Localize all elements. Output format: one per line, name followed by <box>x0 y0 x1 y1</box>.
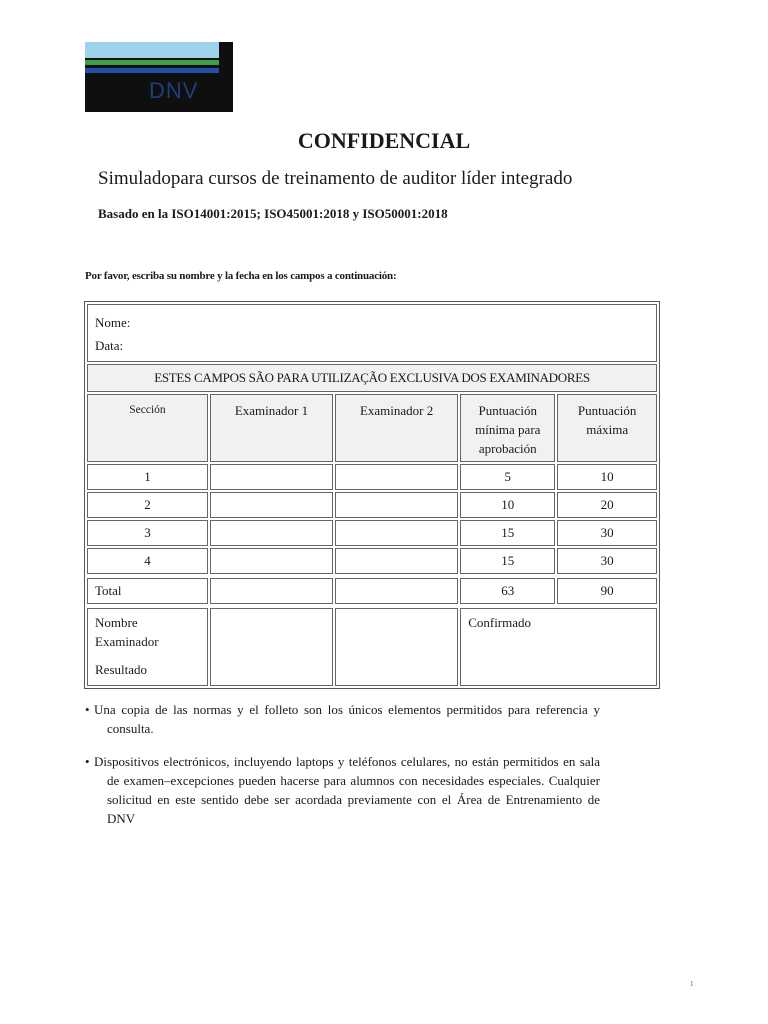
table-row <box>87 548 657 574</box>
examiner-1-score-field[interactable] <box>210 464 333 490</box>
examiner-2-score-field[interactable] <box>335 548 458 574</box>
identity-cell[interactable] <box>87 304 657 362</box>
examiner-result-labels <box>87 608 208 686</box>
page-number: 1 <box>690 980 694 988</box>
date-label: Data: <box>95 338 124 353</box>
logo-wordmark: DNV <box>149 78 199 103</box>
result-label: Resultado <box>95 662 147 677</box>
examiner-1-score-field[interactable] <box>210 548 333 574</box>
rule-item: • Una copia de las normas y el folleto son los únicos elementos permitidos para referencia y consulta. <box>85 702 600 736</box>
header-examiner-1: Examinador 1 <box>210 394 333 462</box>
confirmed-label: Confirmado <box>468 615 532 630</box>
exam-rules <box>85 700 600 842</box>
total-row <box>87 578 657 604</box>
document-title: CONFIDENCIAL <box>297 128 471 153</box>
logo-blue-stripe <box>85 68 219 73</box>
examiner-2-name-field[interactable] <box>335 608 458 686</box>
examiner-1-score-field[interactable] <box>210 520 333 546</box>
logo-green-stripe <box>85 60 219 65</box>
standards-basis: Basado en la ISO14001:2015; ISO45001:2018 y ISO50001:2018 <box>98 206 448 221</box>
examiner-result-row <box>87 608 657 686</box>
examiner-only-banner: ESTES CAMPOS SÃO PARA UTILIZAÇÃO EXCLUSIVA DOS EXAMINADORES <box>87 364 657 392</box>
section-number: 1 <box>87 464 208 490</box>
section-number: 2 <box>87 492 208 518</box>
examiner-name-label-2: Examinador <box>95 634 159 649</box>
form-instruction: Por favor, escriba su nombre y la fecha en los campos a continuación: <box>85 270 397 282</box>
name-label: Nome: <box>95 315 131 330</box>
header-section: Sección <box>87 394 208 462</box>
table-row <box>87 464 657 490</box>
total-label: Total <box>87 578 208 604</box>
document-subtitle: Simuladopara cursos de treinamento de auditor líder integrado <box>98 168 573 189</box>
confirmed-field[interactable] <box>460 608 657 686</box>
table-row <box>87 520 657 546</box>
min-score-value: 15 <box>460 548 555 574</box>
examiner-2-total-field[interactable] <box>335 578 458 604</box>
header-min-score: Puntuación mínima para aprobación <box>460 394 555 462</box>
examiner-1-total-field[interactable] <box>210 578 333 604</box>
identity-row <box>87 304 657 362</box>
header-examiner-2: Examinador 2 <box>335 394 458 462</box>
examiner-1-score-field[interactable] <box>210 492 333 518</box>
examiner-1-name-field[interactable] <box>210 608 333 686</box>
max-score-value: 10 <box>557 464 657 490</box>
min-score-value: 10 <box>460 492 555 518</box>
max-score-value: 30 <box>557 520 657 546</box>
bullet-icon: • <box>85 754 90 769</box>
bullet-icon: • <box>85 702 90 717</box>
examiner-2-score-field[interactable] <box>335 492 458 518</box>
min-score-value: 15 <box>460 520 555 546</box>
dnv-logo <box>85 42 233 112</box>
max-score-value: 30 <box>557 548 657 574</box>
total-min-score: 63 <box>460 578 555 604</box>
total-max-score: 90 <box>557 578 657 604</box>
rule-item: • Dispositivos electrónicos, incluyendo laptops y teléfonos celulares, no están permitidos en sala de examen–excepciones pueden hacerse para alumnos con necesidades especiales. Cualquier solicitud en este sentido debe ser acordada previamente con el Área de Entrenamiento de DNV <box>85 754 600 826</box>
max-score-value: 20 <box>557 492 657 518</box>
examiner-2-score-field[interactable] <box>335 464 458 490</box>
logo-sky-band <box>85 42 219 58</box>
header-max-score: Puntuación máxima <box>557 394 657 462</box>
section-number: 4 <box>87 548 208 574</box>
examiner-2-score-field[interactable] <box>335 520 458 546</box>
table-row <box>87 492 657 518</box>
header-row <box>87 394 657 462</box>
examiner-name-label: Nombre <box>95 615 138 630</box>
exam-form-table <box>84 301 660 689</box>
min-score-value: 5 <box>460 464 555 490</box>
banner-row <box>87 364 657 392</box>
section-number: 3 <box>87 520 208 546</box>
